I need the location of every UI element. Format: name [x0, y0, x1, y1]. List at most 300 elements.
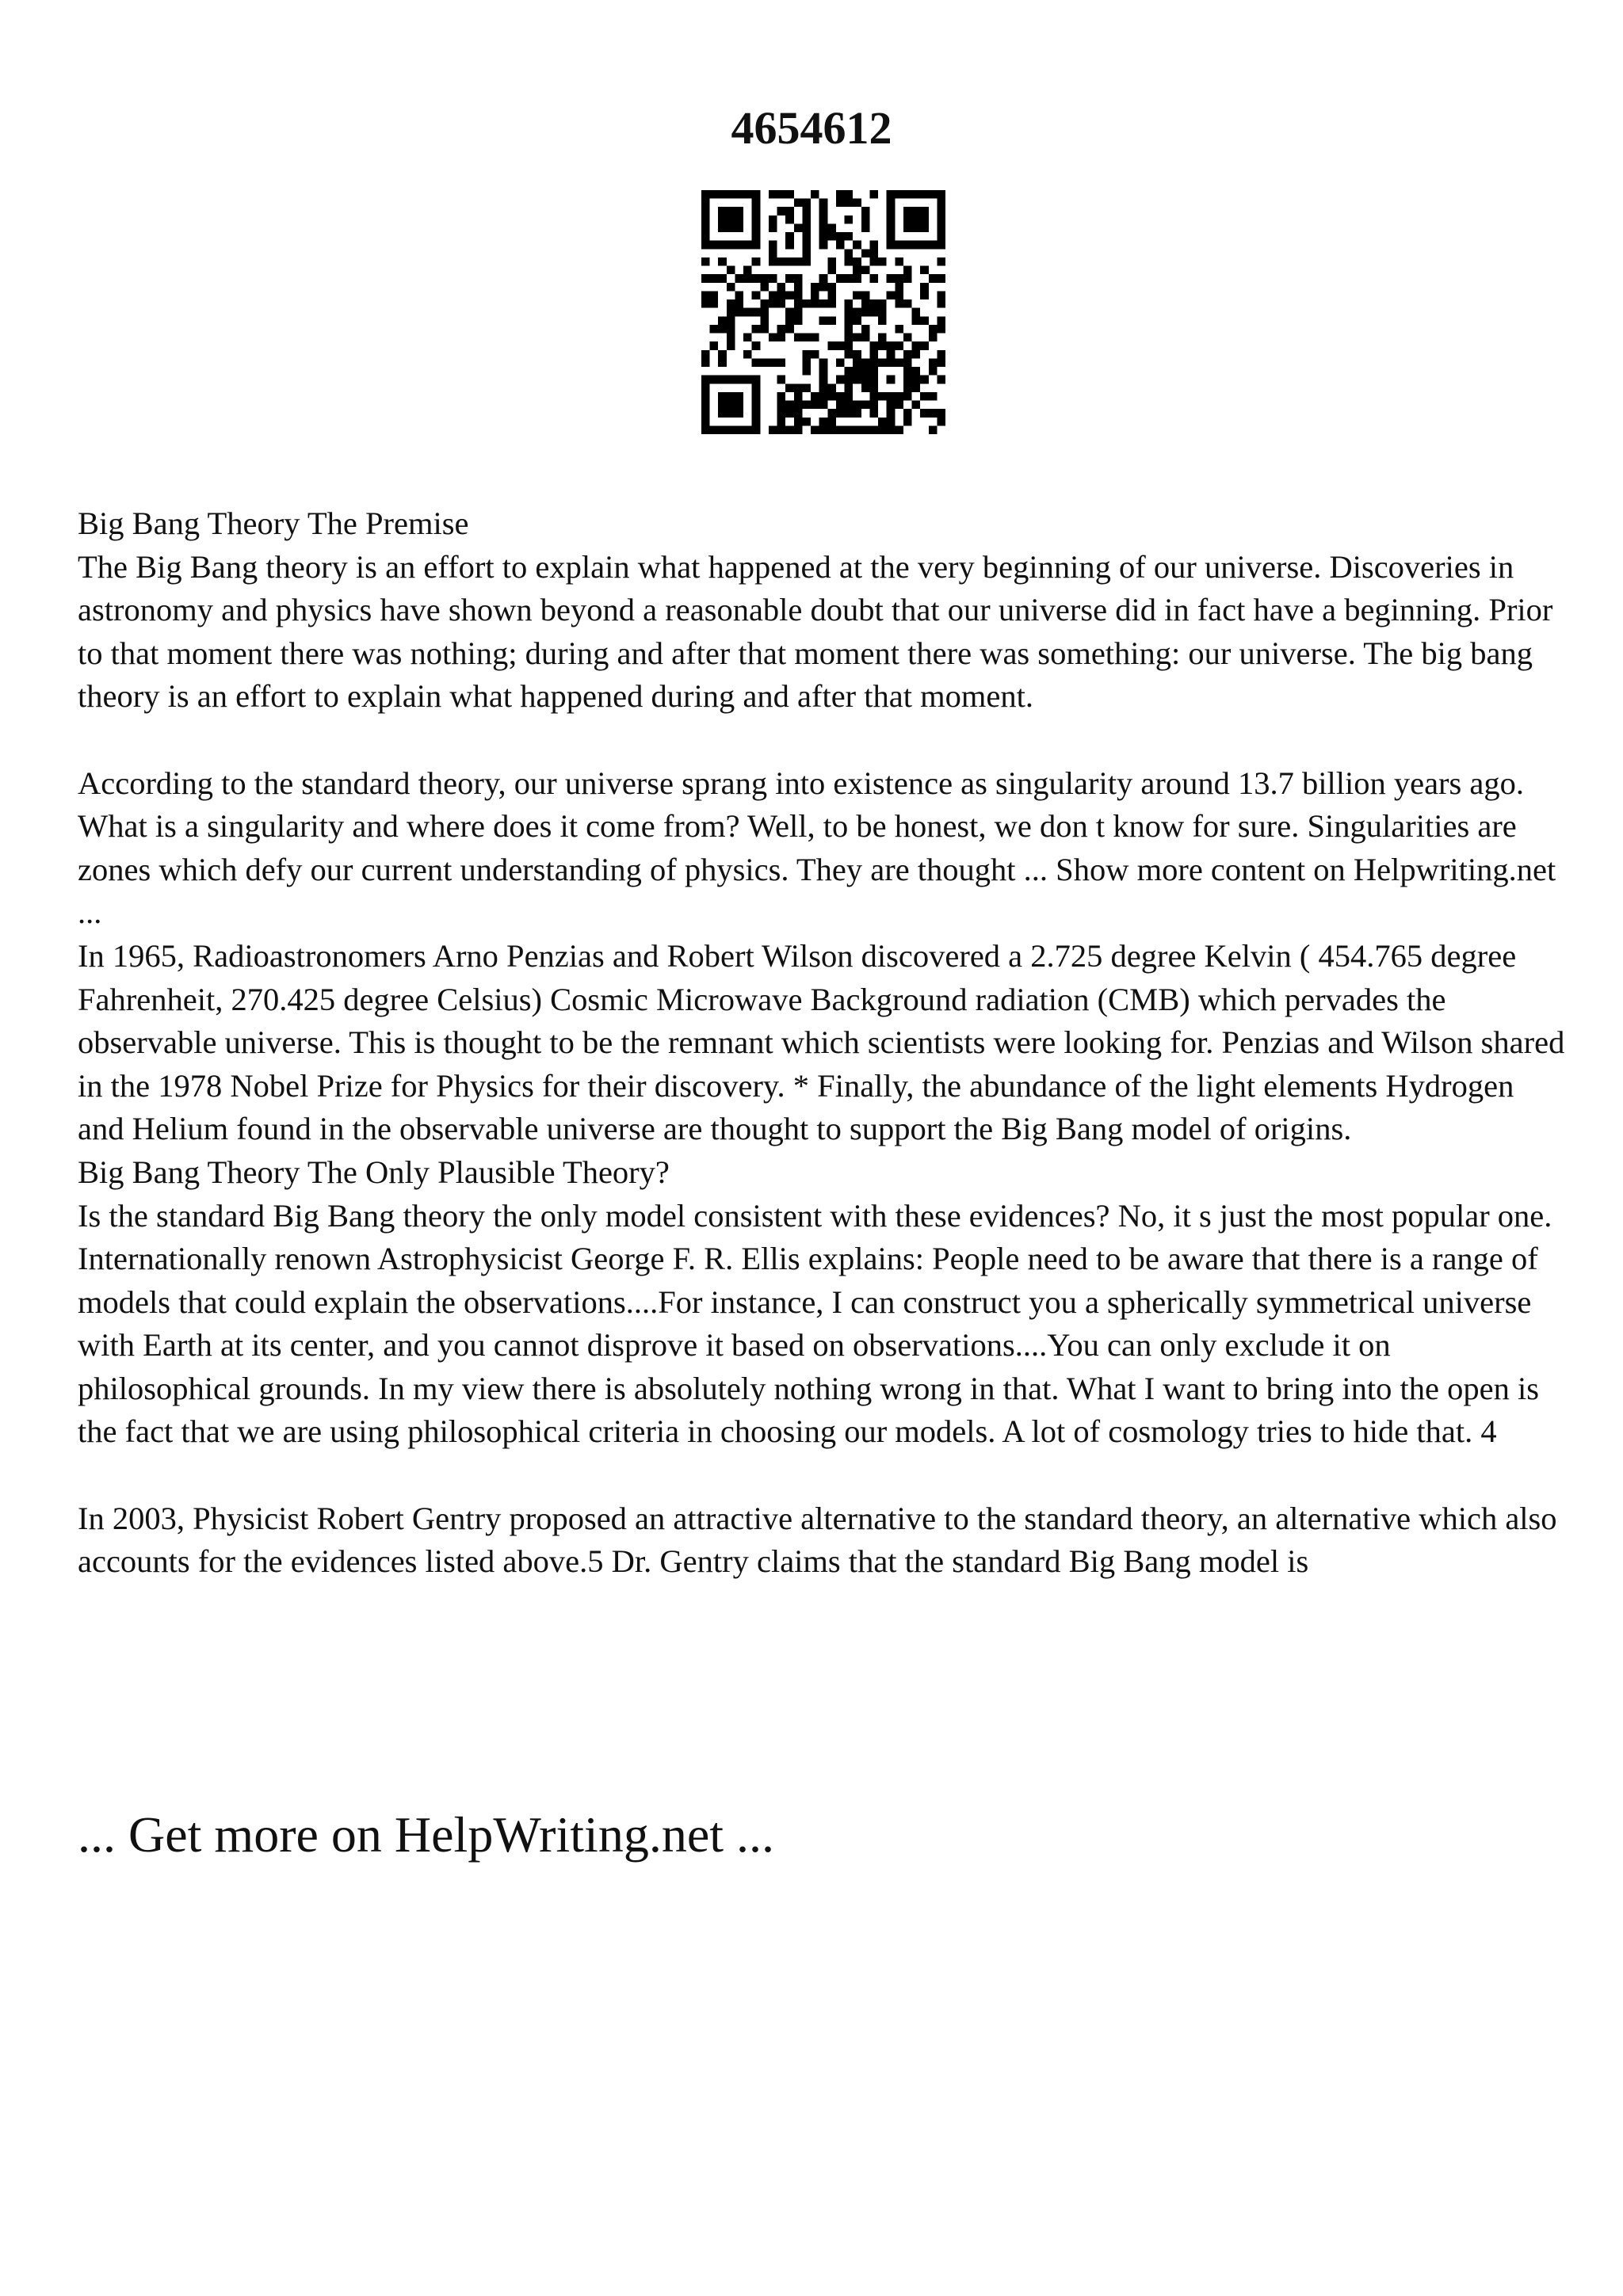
qr-module [937, 376, 945, 384]
qr-module [819, 425, 828, 434]
qr-module [903, 274, 912, 283]
qr-module [794, 401, 803, 410]
qr-module [735, 190, 743, 199]
qr-module [903, 266, 912, 275]
qr-module [794, 199, 803, 208]
qr-module [853, 199, 861, 208]
qr-module [861, 249, 870, 257]
qr-module [735, 215, 743, 224]
qr-module [903, 358, 912, 367]
qr-module [929, 358, 938, 367]
qr-module [937, 215, 945, 224]
qr-module [777, 376, 786, 384]
qr-module [718, 257, 727, 266]
qr-module [920, 266, 929, 275]
qr-module [887, 376, 896, 384]
qr-module [819, 274, 828, 283]
qr-module [878, 418, 887, 426]
qr-module [777, 207, 786, 215]
qr-module [802, 299, 811, 308]
qr-module [769, 215, 777, 224]
qr-module [769, 358, 777, 367]
qr-module [743, 308, 752, 317]
qr-module [861, 223, 870, 232]
qr-module [887, 401, 896, 410]
qr-module [701, 425, 710, 434]
qr-module [887, 425, 896, 434]
qr-module [727, 223, 735, 232]
qr-module [785, 291, 794, 299]
qr-module [777, 409, 786, 418]
qr-module [836, 358, 845, 367]
paragraph-spacer [78, 1454, 1568, 1497]
qr-module [785, 383, 794, 392]
qr-module [903, 190, 912, 199]
qr-module [777, 334, 786, 342]
qr-module [895, 190, 903, 199]
qr-module [752, 383, 761, 392]
qr-module [735, 376, 743, 384]
qr-module [735, 274, 743, 283]
qr-module [878, 257, 887, 266]
qr-module [869, 241, 878, 250]
qr-module [937, 257, 945, 266]
qr-module [819, 207, 828, 215]
qr-module [777, 291, 786, 299]
qr-module [887, 241, 896, 250]
qr-module [743, 334, 752, 342]
qr-module [853, 350, 861, 359]
qr-module [819, 241, 828, 250]
qr-module [878, 341, 887, 350]
qr-module [920, 190, 929, 199]
qr-module [853, 401, 861, 410]
qr-module [785, 274, 794, 283]
qr-module [752, 341, 761, 350]
qr-module [727, 316, 735, 325]
qr-module [929, 409, 938, 418]
qr-module [937, 418, 945, 426]
qr-module [861, 425, 870, 434]
qr-module [802, 207, 811, 215]
qr-module [937, 325, 945, 334]
qr-module [752, 376, 761, 384]
qr-module [752, 190, 761, 199]
qr-module [752, 401, 761, 410]
qr-module [836, 425, 845, 434]
qr-module [727, 425, 735, 434]
qr-module [845, 334, 854, 342]
qr-module [937, 241, 945, 250]
qr-module [845, 350, 854, 359]
qr-module [701, 376, 710, 384]
qr-module [887, 232, 896, 241]
qr-module [819, 299, 828, 308]
qr-module [727, 283, 735, 292]
paragraph-ellis: Is the standard Big Bang theory the only model consistent with these evidences? No, it s just the most popular one. Internationally renown Astrophysicist George F. R. Ellis explains: People need to be aware that there is a range of models that could explain the observations....For instance, I can construct you a spherically symmetrical universe with Earth at its center, and you cannot disprove it based on observations....You can only exclude it on philosophical grounds. In my view there is absolutely nothing wrong in that. What I want to bring into the open is the fact that we are using philosophical criteria in choosing our models. A lot of cosmology tries to hide that. 4 [78, 1197, 1552, 1450]
qr-module [743, 376, 752, 384]
qr-module [853, 241, 861, 250]
qr-module [718, 316, 727, 325]
qr-module [895, 341, 903, 350]
qr-module [752, 232, 761, 241]
qr-module [701, 207, 710, 215]
qr-module [769, 299, 777, 308]
qr-module [836, 232, 845, 241]
qr-module [718, 274, 727, 283]
qr-module [895, 392, 903, 401]
qr-module [735, 409, 743, 418]
qr-module [929, 392, 938, 401]
qr-module [912, 215, 921, 224]
qr-module [853, 291, 861, 299]
qr-module [861, 325, 870, 334]
qr-module [727, 376, 735, 384]
qr-module [735, 223, 743, 232]
qr-module [845, 274, 854, 283]
qr-module [861, 367, 870, 376]
qr-module [887, 215, 896, 224]
qr-module [853, 308, 861, 317]
qr-module [777, 257, 786, 266]
qr-module [769, 249, 777, 257]
qr-module [735, 291, 743, 299]
qr-module [845, 409, 854, 418]
qr-module [794, 283, 803, 292]
qr-module [701, 232, 710, 241]
qr-module [869, 401, 878, 410]
qr-module [929, 367, 938, 376]
qr-module [869, 257, 878, 266]
qr-module [937, 409, 945, 418]
qr-module [819, 232, 828, 241]
qr-module [752, 392, 761, 401]
qr-module [752, 325, 761, 334]
qr-module [845, 199, 854, 208]
qr-module [802, 418, 811, 426]
qr-module [819, 358, 828, 367]
qr-module [743, 190, 752, 199]
qr-module [929, 425, 938, 434]
qr-module [920, 409, 929, 418]
qr-module [727, 334, 735, 342]
qr-module [878, 299, 887, 308]
qr-module [903, 223, 912, 232]
qr-module [819, 223, 828, 232]
qr-module [845, 392, 854, 401]
qr-module [861, 266, 870, 275]
qr-module [701, 257, 710, 266]
qr-module [718, 190, 727, 199]
qr-module [903, 383, 912, 392]
qr-module [777, 418, 786, 426]
qr-module [895, 325, 903, 334]
qr-module [769, 291, 777, 299]
qr-module [727, 325, 735, 334]
qr-module [727, 392, 735, 401]
qr-module [785, 207, 794, 215]
qr-module [869, 425, 878, 434]
qr-module [794, 316, 803, 325]
qr-code-icon [701, 190, 945, 434]
qr-module [827, 223, 836, 232]
qr-module [903, 299, 912, 308]
qr-module [701, 299, 710, 308]
qr-module [895, 274, 903, 283]
paragraph-gentry: In 2003, Physicist Robert Gentry proposed an attractive alternative to the standard theory, an alternative which also accounts for the evidences listed above.5 Dr. Gentry claims that the standard Big Bang model is [78, 1500, 1557, 1580]
qr-module [735, 207, 743, 215]
qr-module [861, 215, 870, 224]
qr-module [760, 299, 769, 308]
qr-module [878, 316, 887, 325]
qr-module [802, 358, 811, 367]
qr-module [785, 409, 794, 418]
paragraph-singularity: According to the standard theory, our universe sprang into existence as singularity around 13.7 billion years ago. What is a singularity and where does it come from? Well, to be honest, we don t know for sure. Singularities are zones which defy our current understanding of physics. They are thought ... Show more content on Helpwriting.net ... [78, 765, 1556, 931]
qr-module [752, 241, 761, 250]
qr-module [785, 401, 794, 410]
qr-module [869, 358, 878, 367]
qr-module [827, 409, 836, 418]
qr-module [743, 241, 752, 250]
qr-module [845, 316, 854, 325]
qr-module [912, 190, 921, 199]
qr-module [912, 316, 921, 325]
qr-module [701, 199, 710, 208]
qr-module [794, 425, 803, 434]
qr-module [920, 223, 929, 232]
qr-module [743, 350, 752, 359]
qr-module [718, 376, 727, 384]
qr-module [727, 409, 735, 418]
qr-module [887, 341, 896, 350]
qr-module [752, 215, 761, 224]
qr-module [937, 299, 945, 308]
qr-module [802, 249, 811, 257]
qr-module [769, 190, 777, 199]
qr-module [895, 358, 903, 367]
qr-module [718, 409, 727, 418]
qr-module [777, 358, 786, 367]
qr-module [853, 316, 861, 325]
qr-module [869, 383, 878, 392]
qr-module [811, 334, 819, 342]
qr-module [718, 350, 727, 359]
qr-module [727, 308, 735, 317]
qr-module [912, 308, 921, 317]
qr-module [710, 425, 719, 434]
qr-module [845, 232, 854, 241]
qr-module [701, 409, 710, 418]
qr-module [735, 241, 743, 250]
qr-module [760, 325, 769, 334]
qr-module [777, 190, 786, 199]
qr-module [794, 383, 803, 392]
qr-module [760, 283, 769, 292]
qr-module [811, 401, 819, 410]
section-heading-premise: Big Bang Theory The Premise [78, 505, 469, 541]
qr-module [836, 409, 845, 418]
qr-module [912, 376, 921, 384]
qr-module [777, 401, 786, 410]
qr-module [718, 215, 727, 224]
qr-module [836, 341, 845, 350]
qr-module [752, 418, 761, 426]
qr-module [845, 215, 854, 224]
qr-module [869, 249, 878, 257]
qr-module [701, 418, 710, 426]
qr-module [869, 392, 878, 401]
qr-module [845, 376, 854, 384]
qr-module [912, 241, 921, 250]
qr-module [903, 241, 912, 250]
qr-module [845, 341, 854, 350]
qr-module [769, 241, 777, 250]
qr-module [819, 367, 828, 376]
qr-module [701, 223, 710, 232]
qr-module [701, 190, 710, 199]
qr-module [727, 190, 735, 199]
qr-module [727, 207, 735, 215]
qr-module [878, 308, 887, 317]
qr-module [853, 376, 861, 384]
qr-module [718, 325, 727, 334]
qr-module [853, 266, 861, 275]
qr-module [777, 299, 786, 308]
qr-module [937, 232, 945, 241]
qr-module [802, 215, 811, 224]
qr-module [777, 392, 786, 401]
qr-module [903, 376, 912, 384]
qr-module [887, 418, 896, 426]
qr-module [785, 308, 794, 317]
qr-module [937, 199, 945, 208]
qr-module [752, 207, 761, 215]
qr-module [710, 376, 719, 384]
qr-module [785, 241, 794, 250]
qr-module [735, 392, 743, 401]
qr-module [929, 274, 938, 283]
qr-module [920, 392, 929, 401]
qr-module [785, 316, 794, 325]
qr-module [869, 341, 878, 350]
qr-module [718, 241, 727, 250]
qr-module [710, 291, 719, 299]
qr-module [869, 299, 878, 308]
qr-module [718, 401, 727, 410]
qr-module [802, 223, 811, 232]
qr-module [701, 274, 710, 283]
qr-module [752, 199, 761, 208]
qr-module [802, 383, 811, 392]
qr-module [845, 367, 854, 376]
qr-module [794, 334, 803, 342]
qr-module [920, 341, 929, 350]
qr-module [937, 316, 945, 325]
qr-module [845, 190, 854, 199]
qr-module [836, 376, 845, 384]
qr-module [937, 358, 945, 367]
qr-module [895, 291, 903, 299]
qr-module [895, 283, 903, 292]
qr-module [760, 358, 769, 367]
qr-module [794, 223, 803, 232]
qr-module [878, 425, 887, 434]
qr-module [845, 257, 854, 266]
article-body [78, 502, 1568, 1584]
qr-module [827, 266, 836, 275]
qr-module [836, 199, 845, 208]
qr-module [735, 401, 743, 410]
qr-module [861, 401, 870, 410]
qr-module [853, 257, 861, 266]
qr-module [920, 376, 929, 384]
qr-module [701, 241, 710, 250]
qr-module [937, 274, 945, 283]
qr-module [701, 392, 710, 401]
qr-module [827, 392, 836, 401]
qr-module [760, 274, 769, 283]
qr-module [912, 401, 921, 410]
qr-module [819, 283, 828, 292]
qr-module [887, 409, 896, 418]
qr-module [920, 215, 929, 224]
qr-module [760, 308, 769, 317]
qr-module [869, 274, 878, 283]
qr-module [845, 308, 854, 317]
qr-module [743, 266, 752, 275]
qr-module [811, 283, 819, 292]
qr-module [785, 190, 794, 199]
qr-module [802, 367, 811, 376]
qr-module [861, 207, 870, 215]
qr-module [878, 392, 887, 401]
qr-module [811, 425, 819, 434]
qr-module [794, 274, 803, 283]
qr-module [861, 334, 870, 342]
qr-module [853, 358, 861, 367]
qr-module [727, 215, 735, 224]
qr-module [827, 299, 836, 308]
qr-module [836, 274, 845, 283]
qr-module [903, 350, 912, 359]
qr-module [743, 274, 752, 283]
qr-module [794, 291, 803, 299]
qr-module [887, 350, 896, 359]
qr-module [794, 299, 803, 308]
qr-module [819, 199, 828, 208]
qr-module [718, 425, 727, 434]
qr-module [912, 383, 921, 392]
qr-module [920, 207, 929, 215]
qr-module [819, 401, 828, 410]
qr-module [853, 334, 861, 342]
qr-module [735, 299, 743, 308]
qr-module [802, 334, 811, 342]
qr-module [853, 274, 861, 283]
qr-module [929, 241, 938, 250]
qr-module [887, 392, 896, 401]
qr-module [819, 418, 828, 426]
qr-module [912, 223, 921, 232]
qr-module [861, 299, 870, 308]
qr-module [887, 207, 896, 215]
qr-module [853, 367, 861, 376]
qr-module [701, 291, 710, 299]
qr-module [819, 376, 828, 384]
qr-module [735, 308, 743, 317]
qr-module [752, 223, 761, 232]
get-more-link-text: ... Get more on HelpWriting.net ... [78, 1806, 774, 1863]
